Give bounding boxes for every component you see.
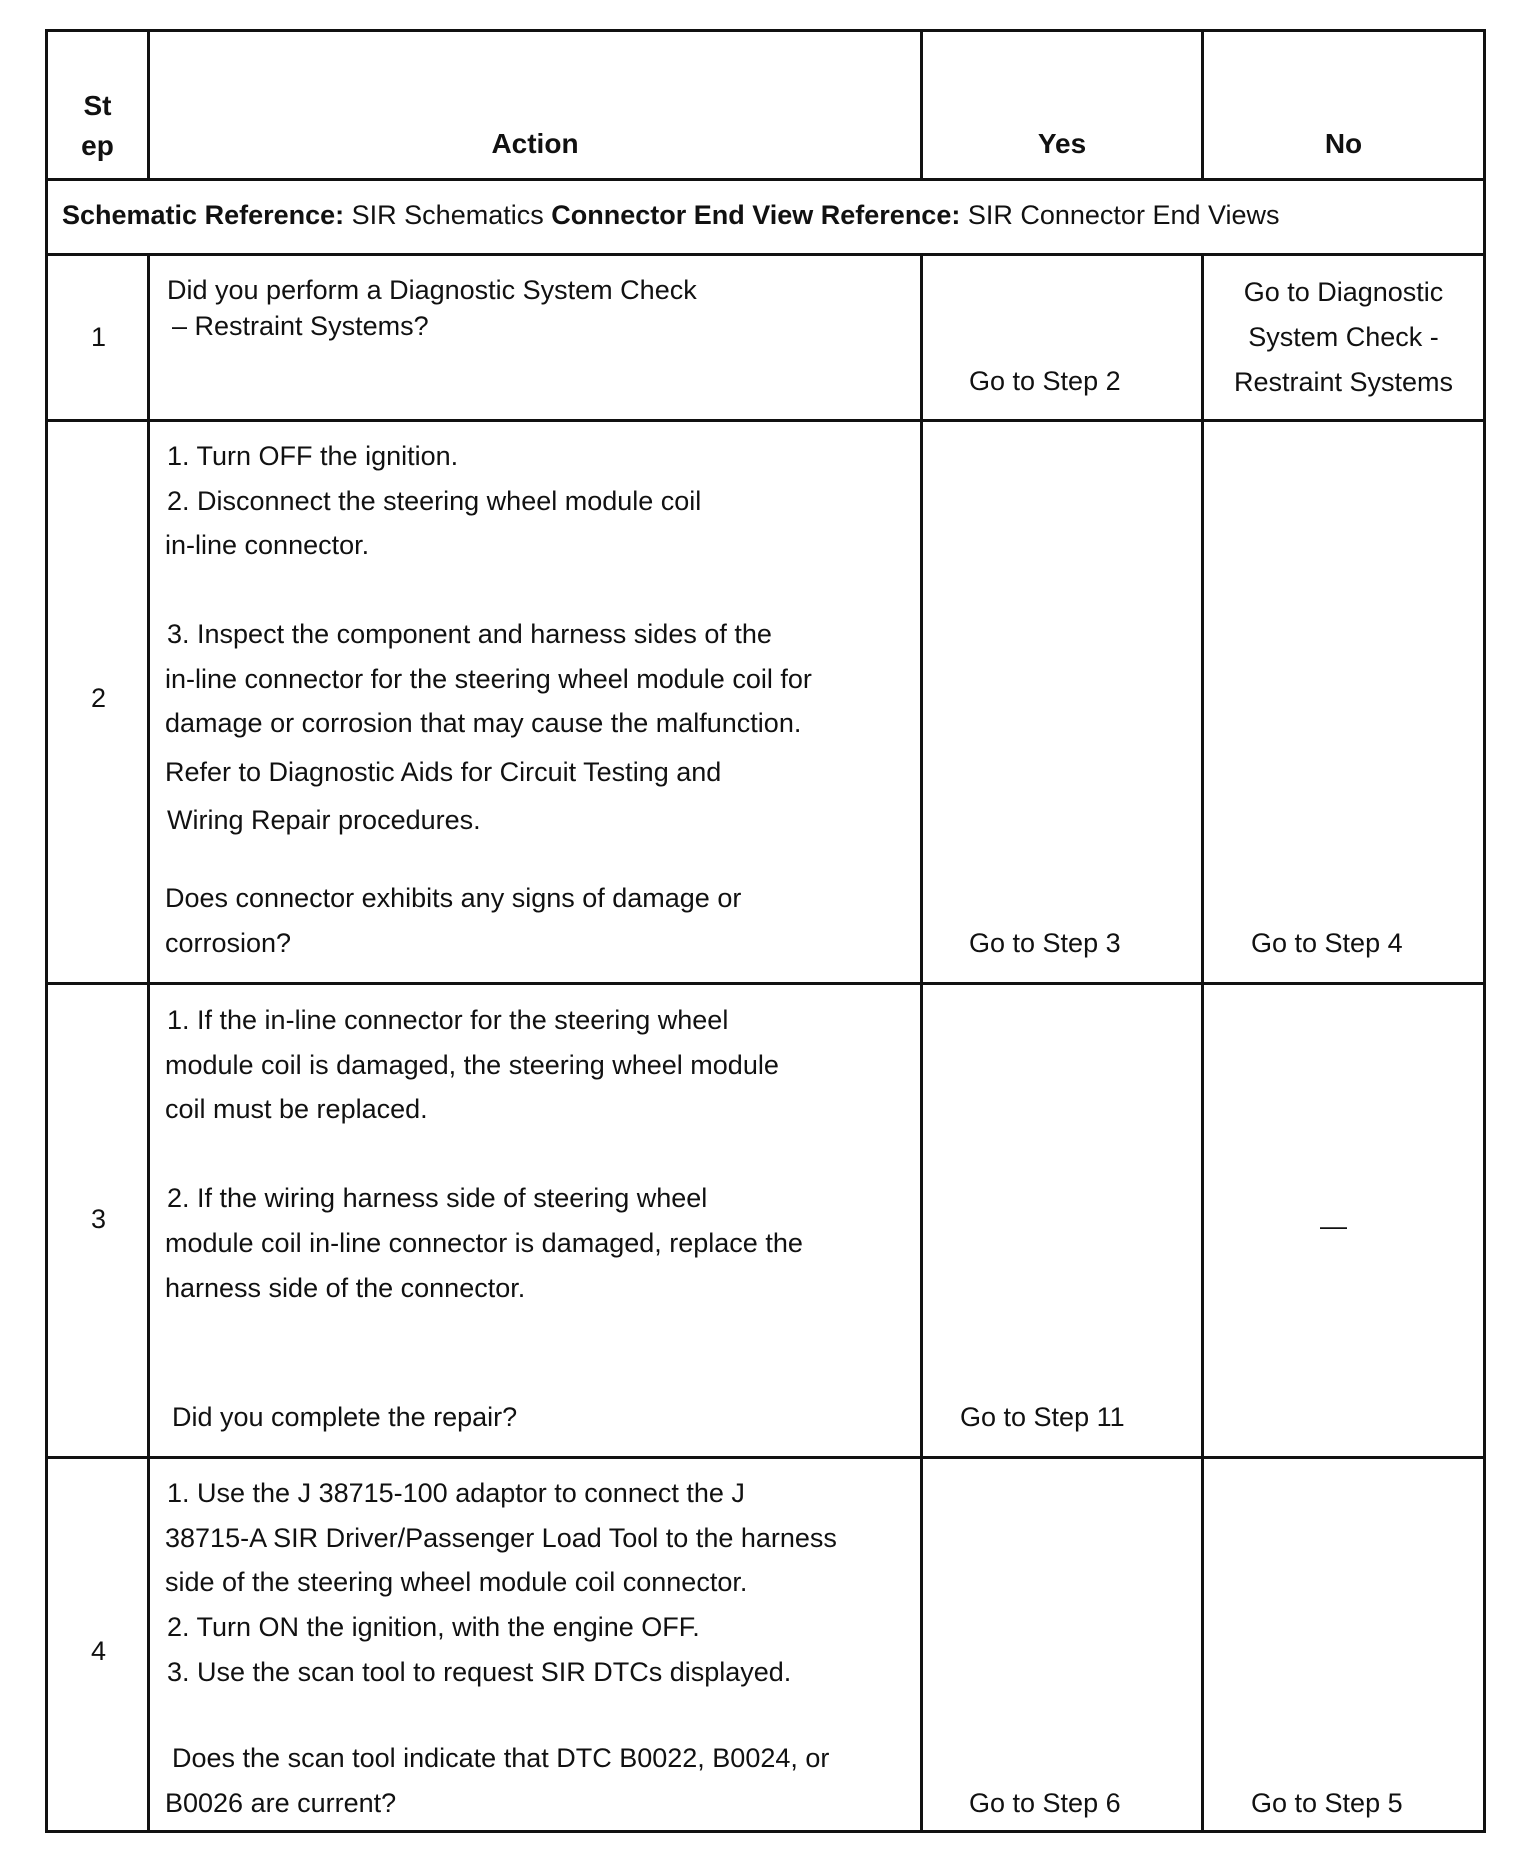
header-step-line: ep <box>81 130 114 161</box>
table-border-top <box>45 29 1486 32</box>
table-border-left <box>45 29 48 1833</box>
no-value: — <box>1320 1211 1347 1241</box>
action-line: in-line connector for the steering wheel module coil for <box>165 664 812 694</box>
action-line: 1. If the in-line connector for the steering wheel <box>167 1005 729 1035</box>
table-border-right <box>1483 29 1486 1833</box>
column-divider <box>920 253 923 1833</box>
header-yes: Yes <box>1037 128 1087 159</box>
reference-row <box>62 200 1280 231</box>
no-link-line: Restraint Systems <box>1233 367 1454 397</box>
header-step-line: St <box>83 90 112 121</box>
action-line: Refer to Diagnostic Aids for Circuit Testing and <box>165 757 722 787</box>
action-line: Does the scan tool indicate that DTC B0022, B0024, or <box>172 1743 830 1773</box>
action-line: in-line connector. <box>165 530 370 560</box>
table-divider <box>45 982 1486 985</box>
column-divider <box>147 253 150 1833</box>
step-number: 1 <box>90 322 107 352</box>
action-line: corrosion? <box>165 928 292 958</box>
action-line: Did you perform a Diagnostic System Check <box>167 275 697 305</box>
action-line: 3. Inspect the component and harness sides of the <box>167 619 772 649</box>
action-line: 2. Disconnect the steering wheel module coil <box>167 486 702 516</box>
no-link[interactable]: Go to Step 4 <box>1251 928 1403 958</box>
table-divider <box>45 419 1486 422</box>
action-line: harness side of the connector. <box>165 1273 526 1303</box>
connector-reference-link[interactable]: SIR Connector End Views <box>967 200 1280 230</box>
action-line: B0026 are current? <box>165 1788 397 1818</box>
header-step <box>48 86 147 166</box>
action-line: module coil is damaged, the steering wheel module <box>165 1050 779 1080</box>
connector-reference-label: Connector End View Reference: <box>551 200 961 230</box>
table-divider <box>45 1456 1486 1459</box>
action-line: damage or corrosion that may cause the malfunction. <box>165 708 802 738</box>
action-line: 2. If the wiring harness side of steering wheel <box>167 1183 708 1213</box>
table-divider <box>45 178 1486 181</box>
step-number: 4 <box>90 1636 107 1666</box>
step-number: 2 <box>90 683 107 713</box>
table-divider <box>45 253 1486 256</box>
no-link-line: Go to Diagnostic <box>1243 277 1444 307</box>
action-line: Did you complete the repair? <box>172 1402 518 1432</box>
action-line: Does connector exhibits any signs of damage or <box>165 883 742 913</box>
action-line: Wiring Repair procedures. <box>167 805 481 835</box>
header-action: Action <box>491 128 579 159</box>
yes-link[interactable]: Go to Step 11 <box>960 1402 1125 1432</box>
action-line: 1. Use the J 38715-100 adaptor to connect the J <box>167 1478 745 1508</box>
schematic-reference-link[interactable]: SIR Schematics <box>351 200 544 230</box>
no-link[interactable] <box>1204 270 1483 405</box>
action-line: 3. Use the scan tool to request SIR DTCs displayed. <box>167 1657 792 1687</box>
action-line: coil must be replaced. <box>165 1094 428 1124</box>
action-line: 2. Turn ON the ignition, with the engine OFF. <box>167 1612 700 1642</box>
schematic-reference-label: Schematic Reference: <box>62 200 345 230</box>
action-line: module coil in-line connector is damaged, replace the <box>165 1228 803 1258</box>
column-divider <box>1201 253 1204 1833</box>
header-no: No <box>1324 128 1363 159</box>
action-line: 1. Turn OFF the ignition. <box>167 441 459 471</box>
yes-link[interactable]: Go to Step 2 <box>969 366 1121 396</box>
step-number: 3 <box>90 1204 107 1234</box>
action-line: side of the steering wheel module coil connector. <box>165 1567 748 1597</box>
no-link-line: System Check - <box>1248 322 1439 352</box>
yes-link[interactable]: Go to Step 3 <box>969 928 1121 958</box>
action-line: 38715-A SIR Driver/Passenger Load Tool to the harness <box>165 1523 837 1553</box>
action-line: – Restraint Systems? <box>172 311 429 341</box>
yes-link[interactable]: Go to Step 6 <box>969 1788 1121 1818</box>
table-border-bottom <box>45 1830 1486 1833</box>
no-link[interactable]: Go to Step 5 <box>1251 1788 1403 1818</box>
